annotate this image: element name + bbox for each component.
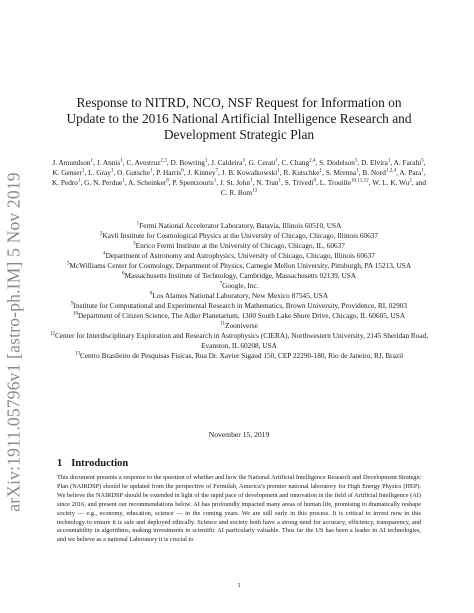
intro-paragraph: This document presents a response to the question of whether and how the National Artificial Intelligence Research and Development Strategic Plan (NAIRDSP) should be updated from the perspective of Fermilab, America’s premier national laboratory for High Energy Physics (HEP). We believe the NAIRDSP should be extended in light of the rapid pace of development and innovation in the field of Artificial Intelligence (AI) since 2016, and present our recommendations below. AI has profoundly impacted many areas of human life, promising to dramatically reshape society — e.g., economy, education, science — in the coming years. We are still early in this process. It is critical to invest now in this technology to ensure it is safe and deployed ethically. Science and society both have a strong need for accuracy, efficiency, transparency, and accountability in algorithms, making investments in scientific AI particularly valuable. Thus far the US has been a leader in AI technologies, and we believe as a national Laboratory it is crucial to bbox=[57, 474, 421, 544]
affiliation-text: Enrico Fermi Institute at the University of Chicago, Chicago, IL, 60637 bbox=[135, 241, 345, 250]
affiliation-text: Zooniverse bbox=[225, 321, 258, 330]
title-line: Development Strategic Plan bbox=[163, 127, 315, 142]
affiliation-mark: 11 bbox=[220, 320, 226, 327]
author-affiliation-mark: 7 bbox=[215, 167, 219, 174]
paper-title bbox=[50, 95, 428, 143]
author bbox=[285, 178, 316, 187]
author-affiliation-mark: 8 bbox=[166, 177, 169, 184]
author-affiliation-mark: 1 bbox=[120, 157, 123, 164]
author bbox=[88, 168, 113, 177]
author-affiliation-mark: 1 bbox=[204, 157, 208, 164]
author-affiliation-mark: 1 bbox=[250, 177, 253, 184]
arxiv-stamp-text: arXiv:1911.05796v1 [astro-ph.IM] 5 Nov 2019 bbox=[3, 172, 24, 512]
author-affiliation-mark: 2 bbox=[409, 177, 412, 184]
author-name: L. Gray bbox=[88, 168, 111, 177]
author-name: K. Pedro bbox=[51, 178, 78, 187]
section-title: Introduction bbox=[71, 458, 129, 469]
author-name: C. Chang bbox=[281, 158, 310, 167]
author bbox=[117, 168, 152, 177]
author-name: P. Spentzouris bbox=[172, 178, 214, 187]
author-name: S. Trivedi bbox=[284, 178, 314, 187]
author-affiliation-mark: 1 bbox=[213, 177, 217, 184]
page-number: 1 bbox=[237, 582, 241, 589]
affiliation bbox=[48, 221, 430, 231]
author bbox=[361, 158, 390, 167]
title-line: Response to NITRD, NCO, NSF Request for Information on bbox=[76, 95, 402, 110]
author-name: J. Caldeira bbox=[211, 158, 243, 167]
affiliation bbox=[48, 351, 430, 361]
affiliation-mark: 3 bbox=[133, 240, 136, 247]
affiliation-text: Fermi National Accelerator Laboratory, Batavia, Illinois 60510, USA bbox=[139, 221, 342, 230]
author-name: A. Para bbox=[399, 168, 422, 177]
affiliation bbox=[48, 241, 430, 251]
paper-date: November 15, 2019 bbox=[208, 430, 270, 439]
affiliation bbox=[48, 231, 430, 241]
author-name: J. Amundson bbox=[52, 158, 91, 167]
author-name: G. Cerati bbox=[248, 158, 276, 167]
author-affiliation-mark: 1 bbox=[356, 167, 359, 174]
author-name: C. Avestruz bbox=[126, 158, 161, 167]
author bbox=[249, 158, 278, 167]
affiliation-text: Department of Citizen Science, The Adler Planetarium, 1300 South Lake Shore Drive, Chicago, IL 60605, USA bbox=[78, 311, 406, 320]
author-affiliation-mark: 1 bbox=[90, 157, 94, 164]
author bbox=[172, 178, 216, 187]
author-affiliation-mark: 1 bbox=[77, 177, 81, 184]
author-name: G. N. Perdue bbox=[84, 178, 123, 187]
author bbox=[97, 158, 123, 167]
author bbox=[256, 178, 281, 187]
author-name: S. Dodelson bbox=[319, 158, 355, 167]
affiliation bbox=[48, 331, 430, 351]
author-name: P. Harris bbox=[156, 168, 182, 177]
author bbox=[399, 168, 423, 177]
affiliation bbox=[48, 281, 430, 291]
affiliation-text: Google, Inc. bbox=[222, 281, 259, 290]
affiliation-mark: 9 bbox=[70, 300, 74, 307]
affiliation-mark: 1 bbox=[136, 220, 140, 227]
author-list: J. Amundson$^1$, J. Annis$^1$, C. Avestruz$^{2,3}$, D. Bowring$^1$, J. Caldeira$^3$, G. Cerati$^1$, C. Chang$^{2,4}$, S. Dodelson$^5$, D. Elvira$^1$, A. Farahi$^5$, K. Genser$^1$, L. Gray$^1$, O. Gutsche$^1$, P. Harris$^6$, J. Kinney$^7$, J. B. Kowalkowski$^1$, R. Kutschke$^1$, S. Mrenna$^1$, B. Nord$^{1,2,4}$, A. Para$^1$, K. Pedro$^1$, G. N. Perdue$^1$, A. Scheinker$^8$, P. Spentzouris$^1$, J. St. John$^1$, N. Tran$^1$, S. Trivedi$^9$, L. Trouille$^{10,11,12}$, W. L. K. Wu$^2$, and C. R. Bom$^{13}$ bbox=[51, 157, 427, 197]
author bbox=[222, 168, 280, 177]
affiliation bbox=[48, 271, 430, 281]
author-affiliation-mark: 1 bbox=[149, 167, 153, 174]
author-affiliation-mark: 9 bbox=[313, 177, 317, 184]
affiliation-text: McWilliams Center for Cosmology, Department of Physics, Carnegie Mellon University, Pittsburgh, PA 15213, USA bbox=[69, 261, 412, 270]
author bbox=[326, 168, 359, 177]
affiliation-text: Institute for Computational and Experimental Research in Mathematics, Brown University, Providence, RI, 02903 bbox=[73, 301, 408, 310]
author-name: O. Gutsche bbox=[117, 168, 150, 177]
author-affiliation-mark: 1 bbox=[278, 177, 282, 184]
author-name: L. Trouille bbox=[319, 178, 351, 187]
author bbox=[362, 168, 396, 177]
author-affiliation-mark: 1 bbox=[275, 157, 278, 164]
author-affiliation-mark: 6 bbox=[181, 167, 184, 174]
author bbox=[52, 168, 84, 177]
author-affiliation-mark: 1 bbox=[81, 167, 85, 174]
affiliation bbox=[48, 291, 430, 301]
author-affiliation-mark: 1 bbox=[277, 167, 280, 174]
affiliation bbox=[48, 251, 430, 261]
author-affiliation-mark: 5 bbox=[354, 157, 358, 164]
author-affiliation-mark: 1 bbox=[387, 157, 391, 164]
author-name: and C. R. Bom bbox=[220, 178, 427, 197]
affiliation bbox=[48, 311, 430, 321]
author-name: J. Annis bbox=[96, 158, 121, 167]
author bbox=[394, 158, 424, 167]
author bbox=[211, 158, 245, 167]
arxiv-stamp bbox=[2, 132, 26, 552]
author-name: J. B. Kowalkowski bbox=[221, 168, 278, 177]
affiliation-mark: 10 bbox=[72, 310, 79, 317]
author bbox=[128, 178, 169, 187]
author bbox=[282, 158, 316, 167]
author-affiliation-mark: 10,11,12 bbox=[351, 177, 369, 184]
author-name: J. Kinney bbox=[187, 168, 216, 177]
title-line: Update to the 2016 National Artificial Intelligence Research and bbox=[66, 111, 412, 126]
author bbox=[126, 158, 166, 167]
author bbox=[320, 178, 369, 187]
author bbox=[188, 168, 219, 177]
author-affiliation-mark: 1 bbox=[122, 177, 125, 184]
author-affiliation-mark: 1 bbox=[110, 167, 114, 174]
author-name: N. Tran bbox=[256, 178, 279, 187]
author bbox=[52, 158, 93, 167]
author bbox=[170, 158, 207, 167]
author-name: D. Elvira bbox=[361, 158, 388, 167]
affiliation-list bbox=[48, 221, 430, 361]
author-name: W. L. K. Wu bbox=[372, 178, 410, 187]
author-affiliation-mark: 1 bbox=[319, 167, 323, 174]
author-affiliation-mark: 13 bbox=[252, 187, 258, 194]
affiliation-mark: 6 bbox=[121, 270, 125, 277]
author-affiliation-mark: 3 bbox=[242, 157, 245, 164]
author bbox=[84, 178, 125, 187]
section-heading bbox=[57, 458, 128, 469]
author bbox=[372, 178, 412, 187]
author bbox=[319, 158, 357, 167]
affiliation-mark: 4 bbox=[103, 250, 106, 257]
author-affiliation-mark: 2,3 bbox=[160, 157, 167, 164]
author-name: B. Nord bbox=[362, 168, 386, 177]
affiliation-mark: 12 bbox=[49, 330, 55, 337]
affiliation bbox=[48, 261, 430, 271]
affiliation-mark: 5 bbox=[66, 260, 70, 267]
affiliation-mark: 13 bbox=[74, 350, 80, 357]
author-name: A. Farahi bbox=[393, 158, 422, 167]
author-affiliation-mark: 1,2,4 bbox=[385, 167, 397, 174]
affiliation-text: Department of Astronomy and Astrophysics, University of Chicago, Chicago, Illinois 60637 bbox=[105, 251, 375, 260]
author bbox=[156, 168, 184, 177]
affiliation-mark: 2 bbox=[99, 230, 103, 237]
affiliation-text: Centro Brasileiro de Pesquisas Físicas, Rua Dr. Xavier Sigaud 150, CEP 22290-180, Rio de Janeiro, RJ, Brazil bbox=[79, 351, 404, 360]
section-number: 1 bbox=[57, 458, 63, 469]
author-name: K. Genser bbox=[52, 168, 82, 177]
author-affiliation-mark: 5 bbox=[421, 157, 424, 164]
affiliation bbox=[48, 321, 430, 331]
author-name: J. St. John bbox=[219, 178, 250, 187]
affiliation bbox=[48, 301, 430, 311]
author-name: S. Mrenna bbox=[325, 168, 357, 177]
affiliation-text: Massachusetts Institute of Technology, Cambridge, Massachusetts 02139, USA bbox=[124, 271, 357, 280]
affiliation-mark: 7 bbox=[219, 280, 223, 287]
author-name: A. Scheinker bbox=[128, 178, 167, 187]
affiliation-text: Kavli Institute for Cosmological Physics at the University of Chicago, Chicago, Illinois 60637 bbox=[102, 231, 379, 240]
author bbox=[220, 178, 253, 187]
author-affiliation-mark: 2,4 bbox=[309, 157, 316, 164]
author bbox=[52, 178, 81, 187]
author-name: D. Bowring bbox=[170, 158, 205, 167]
author bbox=[283, 168, 322, 177]
affiliation-mark: 8 bbox=[149, 290, 153, 297]
author-name: R. Kutschke bbox=[283, 168, 320, 177]
affiliation-text: Los Alamos National Laboratory, New Mexico 87545, USA bbox=[152, 291, 329, 300]
author-affiliation-mark: 1 bbox=[421, 167, 424, 174]
affiliation-text: Center for Interdisciplinary Exploration and Research in Astrophysics (CIERA), Northwestern University, 2145 Sheridan Road, Evanston, IL 60208, USA bbox=[54, 331, 429, 350]
